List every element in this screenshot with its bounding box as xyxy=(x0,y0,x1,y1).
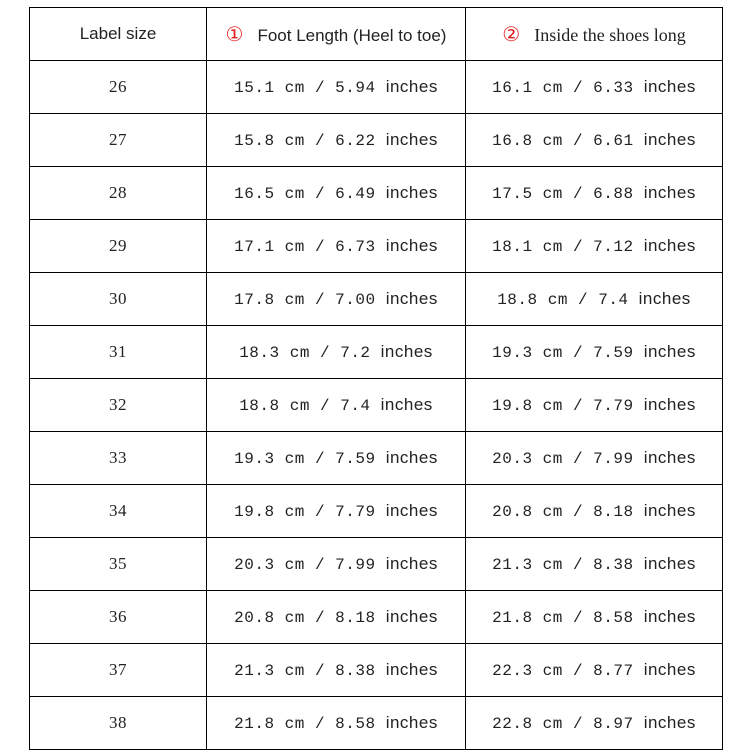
inside-length-cell xyxy=(466,220,723,273)
measurement-text: 19.3 cm / 7.59 xyxy=(492,344,634,362)
table-row xyxy=(30,538,723,591)
measurement-text: 19.8 cm / 7.79 xyxy=(234,503,376,521)
foot-length-cell xyxy=(207,114,466,167)
foot-length-cell xyxy=(207,697,466,750)
inside-length-cell xyxy=(466,326,723,379)
unit-inches-text: inches xyxy=(643,501,696,520)
label-size-cell: 34 xyxy=(30,485,207,538)
unit-inches-text: inches xyxy=(643,395,696,414)
inside-length-cell xyxy=(466,379,723,432)
inside-length-cell xyxy=(466,485,723,538)
measurement-text: 18.1 cm / 7.12 xyxy=(492,238,634,256)
table-row xyxy=(30,591,723,644)
header-foot-length xyxy=(207,8,466,61)
foot-length-value xyxy=(234,609,438,627)
header-foot-length-text: Foot Length (Heel to toe) xyxy=(257,26,447,45)
foot-length-cell xyxy=(207,432,466,485)
label-size-cell: 26 xyxy=(30,61,207,114)
foot-length-value xyxy=(234,238,438,256)
header-label-size-text: Label size xyxy=(79,24,157,43)
foot-length-value xyxy=(234,291,438,309)
unit-inches-text: inches xyxy=(385,554,438,573)
foot-length-cell xyxy=(207,591,466,644)
table-row xyxy=(30,273,723,326)
foot-length-value xyxy=(234,715,438,733)
foot-length-value xyxy=(239,344,433,362)
table-row xyxy=(30,432,723,485)
label-size-cell: 29 xyxy=(30,220,207,273)
foot-length-cell xyxy=(207,379,466,432)
inside-length-value xyxy=(492,556,696,574)
unit-inches-text: inches xyxy=(380,395,433,414)
label-size-cell: 28 xyxy=(30,167,207,220)
inside-length-value xyxy=(492,238,696,256)
measurement-text: 20.8 cm / 8.18 xyxy=(234,609,376,627)
measurement-text: 20.3 cm / 7.99 xyxy=(234,556,376,574)
foot-length-cell xyxy=(207,644,466,697)
table-row xyxy=(30,167,723,220)
inside-length-cell xyxy=(466,697,723,750)
inside-length-value xyxy=(497,291,691,309)
inside-length-cell xyxy=(466,114,723,167)
measurement-text: 20.8 cm / 8.18 xyxy=(492,503,634,521)
measurement-text: 16.8 cm / 6.61 xyxy=(492,132,634,150)
inside-length-value xyxy=(492,450,696,468)
size-rows xyxy=(30,61,723,750)
measurement-text: 19.8 cm / 7.79 xyxy=(492,397,634,415)
unit-inches-text: inches xyxy=(643,660,696,679)
table-row xyxy=(30,61,723,114)
unit-inches-text: inches xyxy=(643,607,696,626)
header-row xyxy=(30,8,723,61)
unit-inches-text: inches xyxy=(643,130,696,149)
unit-inches-text: inches xyxy=(643,236,696,255)
inside-length-cell xyxy=(466,432,723,485)
label-size-cell: 30 xyxy=(30,273,207,326)
inside-length-value xyxy=(492,662,696,680)
inside-length-value xyxy=(492,132,696,150)
foot-length-value xyxy=(234,556,438,574)
foot-length-value xyxy=(234,662,438,680)
inside-length-cell xyxy=(466,61,723,114)
measurement-text: 16.5 cm / 6.49 xyxy=(234,185,376,203)
measurement-text: 17.5 cm / 6.88 xyxy=(492,185,634,203)
foot-length-cell xyxy=(207,220,466,273)
foot-length-cell xyxy=(207,485,466,538)
unit-inches-text: inches xyxy=(643,713,696,732)
table-row xyxy=(30,379,723,432)
table-row xyxy=(30,326,723,379)
foot-length-value xyxy=(239,397,433,415)
unit-inches-text: inches xyxy=(385,607,438,626)
measurement-text: 16.1 cm / 6.33 xyxy=(492,79,634,97)
table-row xyxy=(30,485,723,538)
measurement-text: 19.3 cm / 7.59 xyxy=(234,450,376,468)
measurement-text: 22.8 cm / 8.97 xyxy=(492,715,634,733)
unit-inches-text: inches xyxy=(385,660,438,679)
unit-inches-text: inches xyxy=(385,448,438,467)
unit-inches-text: inches xyxy=(643,183,696,202)
size-chart-table xyxy=(29,7,723,750)
header-label-size xyxy=(30,8,207,61)
unit-inches-text: inches xyxy=(385,130,438,149)
unit-inches-text: inches xyxy=(643,77,696,96)
measurement-text: 17.8 cm / 7.00 xyxy=(234,291,376,309)
unit-inches-text: inches xyxy=(380,342,433,361)
unit-inches-text: inches xyxy=(643,554,696,573)
table-row xyxy=(30,220,723,273)
unit-inches-text: inches xyxy=(643,342,696,361)
unit-inches-text: inches xyxy=(385,183,438,202)
label-size-cell: 33 xyxy=(30,432,207,485)
table-row xyxy=(30,644,723,697)
measurement-text: 21.8 cm / 8.58 xyxy=(492,609,634,627)
measurement-text: 18.3 cm / 7.2 xyxy=(239,344,371,362)
label-size-cell: 37 xyxy=(30,644,207,697)
label-size-cell: 31 xyxy=(30,326,207,379)
foot-length-cell xyxy=(207,326,466,379)
measurement-text: 20.3 cm / 7.99 xyxy=(492,450,634,468)
label-size-cell: 36 xyxy=(30,591,207,644)
foot-length-cell xyxy=(207,61,466,114)
header-inside-length xyxy=(466,8,723,61)
circled-two-marker: ② xyxy=(502,22,521,46)
foot-length-cell xyxy=(207,538,466,591)
unit-inches-text: inches xyxy=(385,236,438,255)
unit-inches-text: inches xyxy=(385,77,438,96)
inside-length-value xyxy=(492,503,696,521)
table-row xyxy=(30,114,723,167)
measurement-text: 15.8 cm / 6.22 xyxy=(234,132,376,150)
inside-length-cell xyxy=(466,644,723,697)
circled-one-marker: ① xyxy=(225,22,244,46)
inside-length-cell xyxy=(466,273,723,326)
label-size-cell: 35 xyxy=(30,538,207,591)
measurement-text: 18.8 cm / 7.4 xyxy=(239,397,371,415)
inside-length-value xyxy=(492,185,696,203)
measurement-text: 18.8 cm / 7.4 xyxy=(497,291,629,309)
measurement-text: 17.1 cm / 6.73 xyxy=(234,238,376,256)
unit-inches-text: inches xyxy=(638,289,691,308)
foot-length-cell xyxy=(207,167,466,220)
measurement-text: 21.3 cm / 8.38 xyxy=(492,556,634,574)
unit-inches-text: inches xyxy=(643,448,696,467)
inside-length-cell xyxy=(466,538,723,591)
inside-length-cell xyxy=(466,167,723,220)
inside-length-value xyxy=(492,397,696,415)
foot-length-value xyxy=(234,450,438,468)
foot-length-value xyxy=(234,79,438,97)
inside-length-value xyxy=(492,609,696,627)
label-size-cell: 27 xyxy=(30,114,207,167)
unit-inches-text: inches xyxy=(385,289,438,308)
measurement-text: 21.3 cm / 8.38 xyxy=(234,662,376,680)
foot-length-value xyxy=(234,185,438,203)
measurement-text: 21.8 cm / 8.58 xyxy=(234,715,376,733)
inside-length-cell xyxy=(466,591,723,644)
foot-length-cell xyxy=(207,273,466,326)
inside-length-value xyxy=(492,79,696,97)
inside-length-value xyxy=(492,344,696,362)
label-size-cell: 38 xyxy=(30,697,207,750)
unit-inches-text: inches xyxy=(385,501,438,520)
foot-length-value xyxy=(234,132,438,150)
label-size-cell: 32 xyxy=(30,379,207,432)
measurement-text: 15.1 cm / 5.94 xyxy=(234,79,376,97)
header-inside-length-text: Inside the shoes long xyxy=(534,25,686,45)
unit-inches-text: inches xyxy=(385,713,438,732)
inside-length-value xyxy=(492,715,696,733)
table-row xyxy=(30,697,723,750)
measurement-text: 22.3 cm / 8.77 xyxy=(492,662,634,680)
foot-length-value xyxy=(234,503,438,521)
